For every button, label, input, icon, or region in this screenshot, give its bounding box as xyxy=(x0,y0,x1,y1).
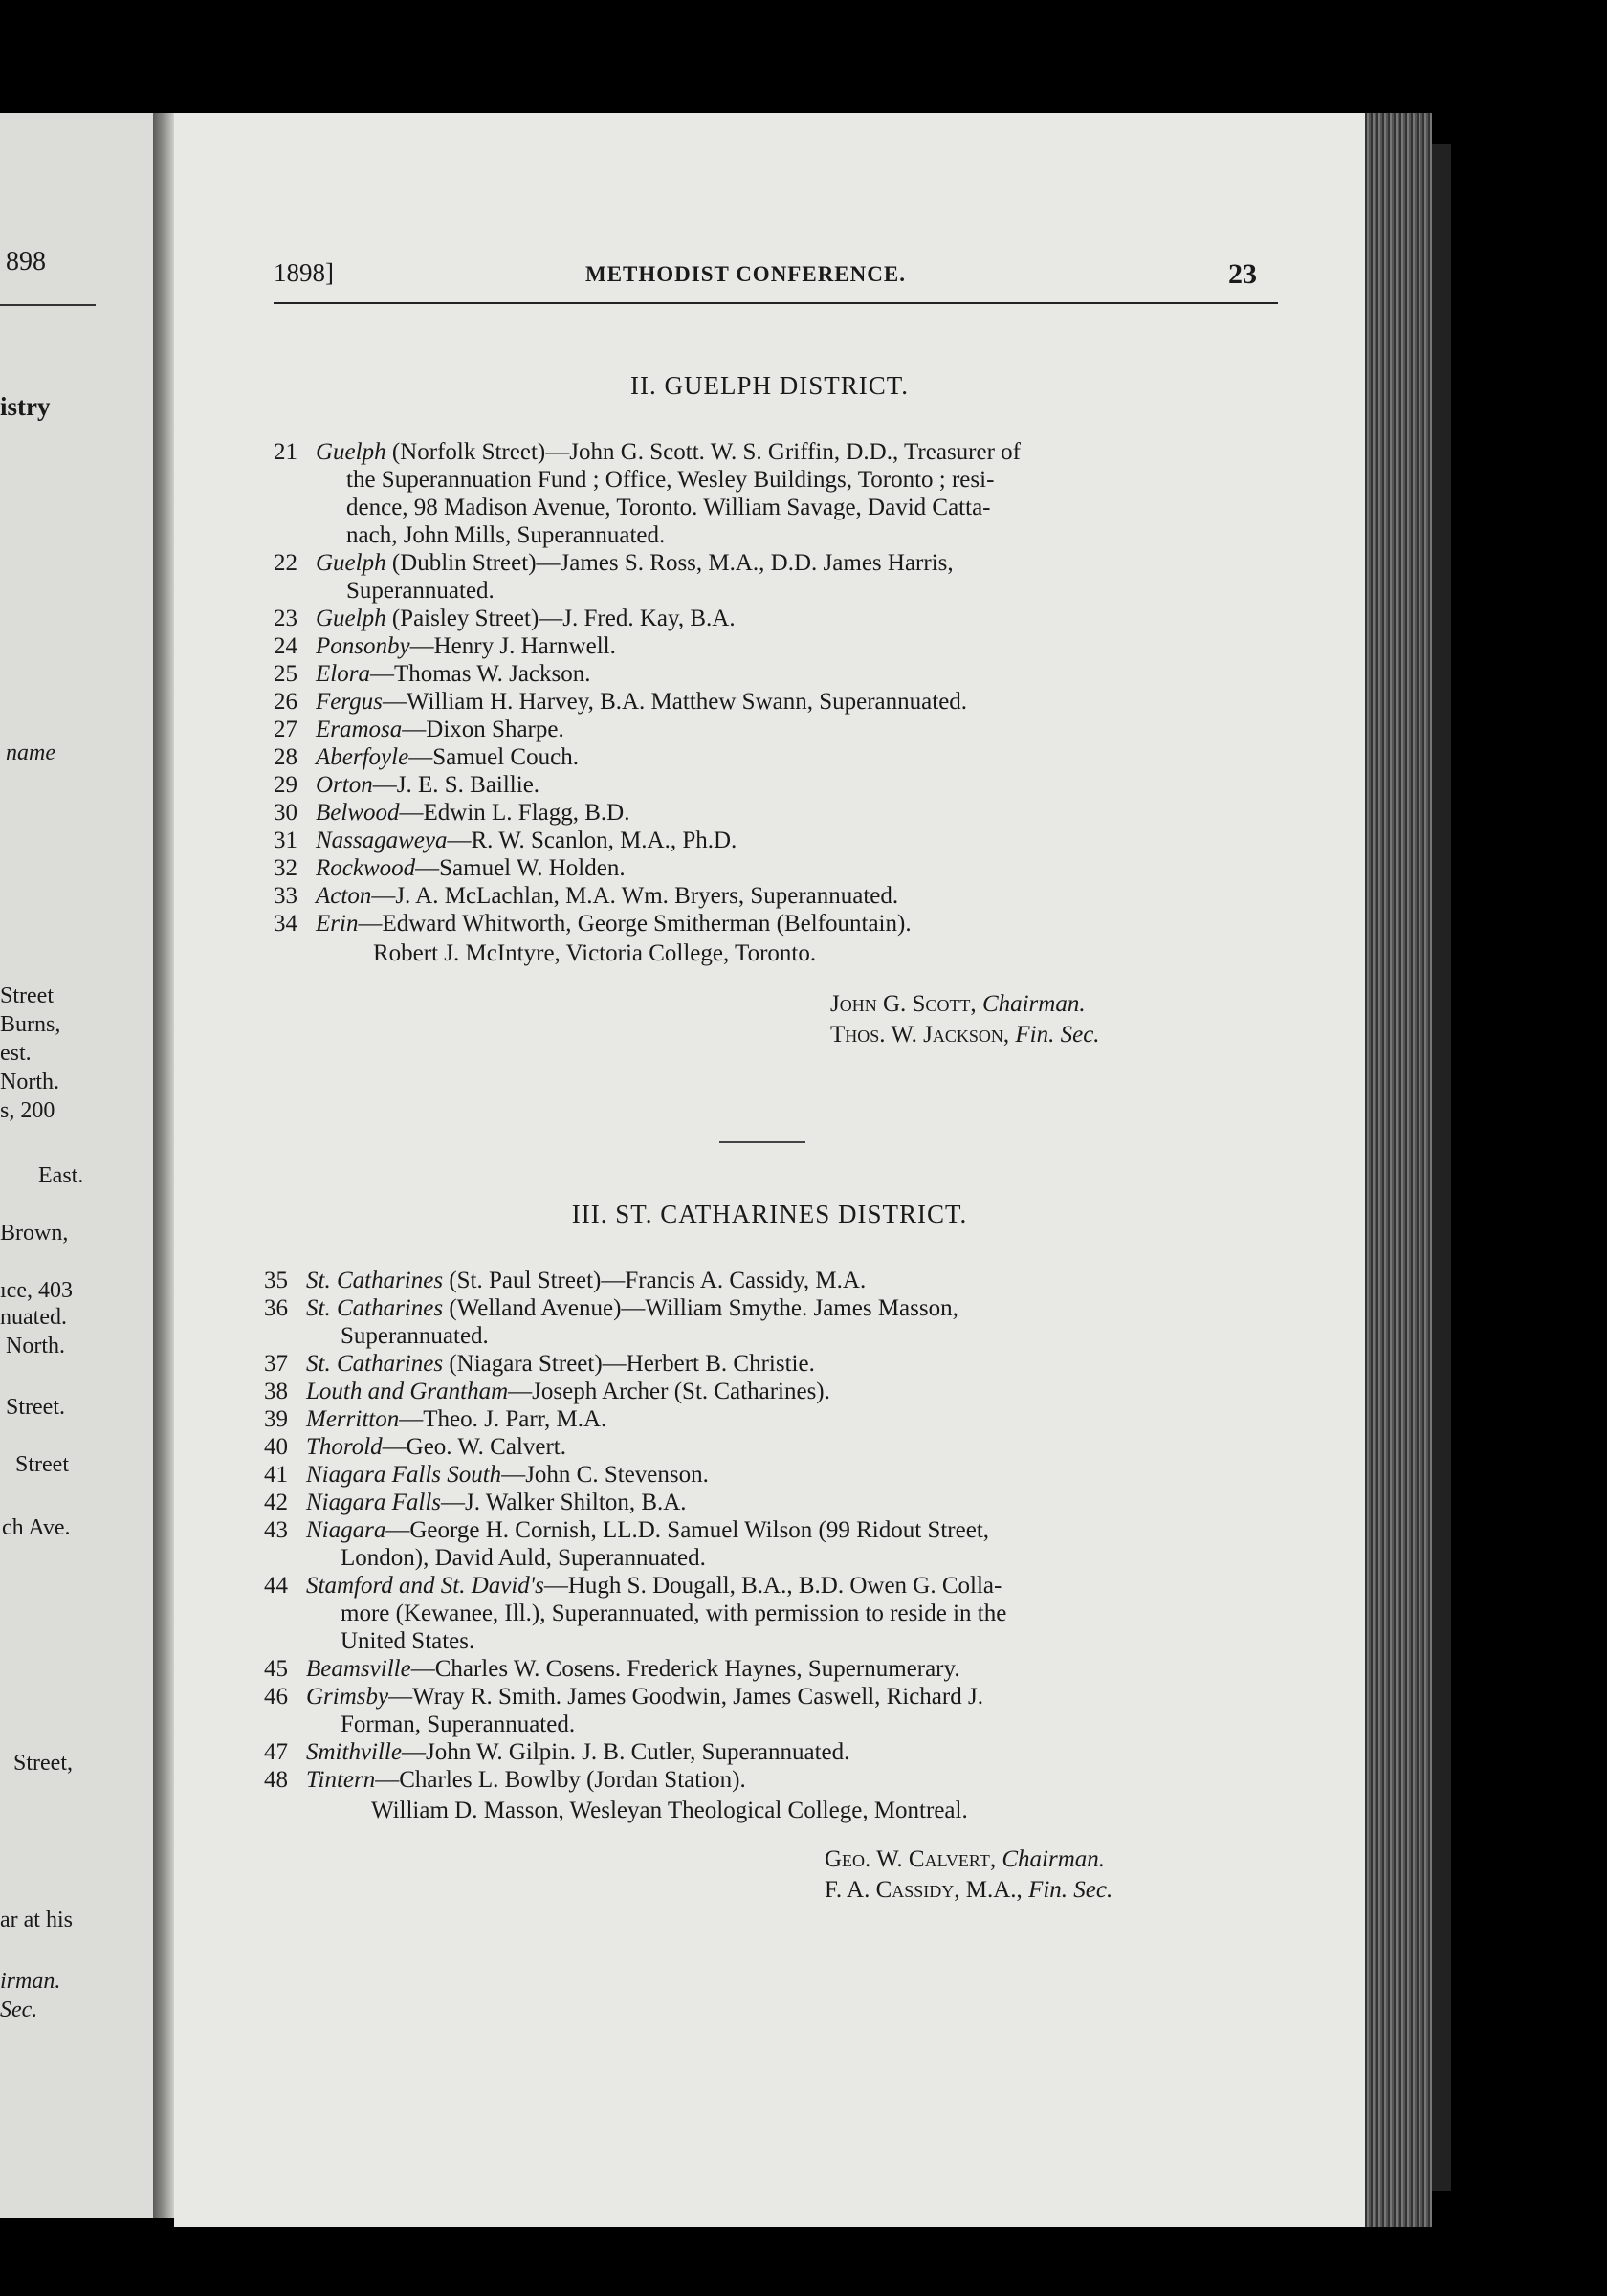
facing-line: est. xyxy=(0,1041,32,1066)
list-item: 27 Eramosa—Dixon Sharpe. xyxy=(274,717,564,742)
list-item: 45 Beamsville—Charles W. Cosens. Frederick Haynes, Supernumerary. xyxy=(264,1656,960,1682)
chairman-signature: John G. Scott, Chairman. xyxy=(830,991,1086,1017)
header-title: METHODIST CONFERENCE. xyxy=(585,262,906,286)
facing-page-number: 898 xyxy=(6,247,46,276)
page-edges xyxy=(1365,113,1432,2227)
list-item: 33 Acton—J. A. McLachlan, M.A. Wm. Bryers, Superannuated. xyxy=(274,883,899,909)
list-item: 48 Tintern—Charles L. Bowlby (Jordan Station). xyxy=(264,1767,746,1793)
facing-line: ch Ave. xyxy=(2,1515,71,1540)
list-item: 26 Fergus—William H. Harvey, B.A. Matthew Swann, Superannuated. xyxy=(274,689,968,715)
list-item: 44 Stamford and St. David's—Hugh S. Dougall, B.A., B.D. Owen G. Colla- xyxy=(264,1573,1002,1599)
list-item: 22 Guelph (Dublin Street)—James S. Ross, M.A., D.D. James Harris, xyxy=(274,550,954,576)
list-item-continuation: United States. xyxy=(341,1628,475,1654)
chairman-signature: Geo. W. Calvert, Chairman. xyxy=(825,1846,1105,1872)
facing-line: North. xyxy=(0,1070,59,1094)
facing-page-fragment xyxy=(0,113,153,2218)
facing-line: East. xyxy=(38,1163,84,1188)
facing-page-rule xyxy=(0,304,96,306)
list-item: 47 Smithville—John W. Gilpin. J. B. Cutler, Superannuated. xyxy=(264,1739,850,1765)
header-rule xyxy=(274,302,1278,304)
list-item: 35 St. Catharines (St. Paul Street)—Francis A. Cassidy, M.A. xyxy=(264,1268,867,1293)
secretary-signature: Thos. W. Jackson, Fin. Sec. xyxy=(830,1022,1100,1048)
list-item: 29 Orton—J. E. S. Baillie. xyxy=(274,772,540,798)
list-item: 37 St. Catharines (Niagara Street)—Herbert B. Christie. xyxy=(264,1351,815,1377)
list-item-continuation: the Superannuation Fund ; Office, Wesley Buildings, Toronto ; resi- xyxy=(346,467,995,493)
facing-line: Sec. xyxy=(0,1998,38,2022)
list-item: 28 Aberfoyle—Samuel Couch. xyxy=(274,744,579,770)
list-item: 38 Louth and Grantham—Joseph Archer (St. Catharines). xyxy=(264,1379,830,1404)
list-item: 23 Guelph (Paisley Street)—J. Fred. Kay, B.A. xyxy=(274,606,736,631)
book-gutter xyxy=(153,113,174,2218)
secretary-signature: F. A. Cassidy, M.A., Fin. Sec. xyxy=(825,1877,1113,1903)
facing-line: Street, xyxy=(13,1751,73,1776)
book-cover-edge xyxy=(1432,144,1451,2191)
district-note: Robert J. McIntyre, Victoria College, Toronto. xyxy=(373,940,817,966)
list-item-continuation: London), David Auld, Superannuated. xyxy=(341,1545,706,1571)
list-item: 43 Niagara—George H. Cornish, LL.D. Samuel Wilson (99 Ridout Street, xyxy=(264,1517,990,1543)
facing-line: North. xyxy=(6,1334,65,1358)
header-year: 1898] xyxy=(274,258,334,287)
list-item-continuation: Superannuated. xyxy=(346,578,495,604)
facing-line: ıce, 403 xyxy=(0,1278,73,1303)
facing-line: istry xyxy=(0,392,51,421)
list-item-continuation: dence, 98 Madison Avenue, Toronto. William Savage, David Catta- xyxy=(346,495,991,520)
facing-line: Brown, xyxy=(0,1221,69,1246)
document-page xyxy=(174,113,1365,2227)
running-header xyxy=(174,258,1365,297)
list-item: 30 Belwood—Edwin L. Flagg, B.D. xyxy=(274,800,630,826)
list-item: 21 Guelph (Norfolk Street)—John G. Scott. W. S. Griffin, D.D., Treasurer of xyxy=(274,439,1021,465)
list-item: 25 Elora—Thomas W. Jackson. xyxy=(274,661,591,687)
list-item: 24 Ponsonby—Henry J. Harnwell. xyxy=(274,633,616,659)
list-item-continuation: nach, John Mills, Superannuated. xyxy=(346,522,666,548)
list-item-continuation: more (Kewanee, Ill.), Superannuated, with permission to reside in the xyxy=(341,1601,1007,1626)
facing-line: irman. xyxy=(0,1969,61,1994)
facing-line: ar at his xyxy=(0,1908,73,1932)
facing-line: Burns, xyxy=(0,1012,61,1037)
list-item: 36 St. Catharines (Welland Avenue)—William Smythe. James Masson, xyxy=(264,1295,958,1321)
list-item: 31 Nassagaweya—R. W. Scanlon, M.A., Ph.D. xyxy=(274,828,737,853)
facing-line: s, 200 xyxy=(0,1098,55,1123)
list-item: 46 Grimsby—Wray R. Smith. James Goodwin, James Caswell, Richard J. xyxy=(264,1684,983,1710)
list-item: 32 Rockwood—Samuel W. Holden. xyxy=(274,855,626,881)
list-item: 40 Thorold—Geo. W. Calvert. xyxy=(264,1434,566,1460)
list-item-continuation: Superannuated. xyxy=(341,1323,489,1349)
facing-line: Street xyxy=(15,1452,69,1477)
facing-line: Street xyxy=(0,983,54,1008)
list-item: 34 Erin—Edward Whitworth, George Smitherman (Belfountain). xyxy=(274,911,912,937)
list-item: 42 Niagara Falls—J. Walker Shilton, B.A. xyxy=(264,1490,687,1515)
district-note: William D. Masson, Wesleyan Theological College, Montreal. xyxy=(371,1798,968,1823)
list-item: 41 Niagara Falls South—John C. Stevenson. xyxy=(264,1462,709,1488)
district-heading: II. GUELPH DISTRICT. xyxy=(630,371,909,400)
page-number: 23 xyxy=(1228,258,1257,290)
facing-line: name xyxy=(6,740,55,765)
district-heading: III. ST. CATHARINES DISTRICT. xyxy=(571,1200,968,1228)
facing-line: Street. xyxy=(6,1395,65,1420)
section-divider xyxy=(719,1141,805,1143)
list-item-continuation: Forman, Superannuated. xyxy=(341,1711,576,1737)
facing-line: nuated. xyxy=(0,1305,67,1330)
list-item: 39 Merritton—Theo. J. Parr, M.A. xyxy=(264,1406,607,1432)
